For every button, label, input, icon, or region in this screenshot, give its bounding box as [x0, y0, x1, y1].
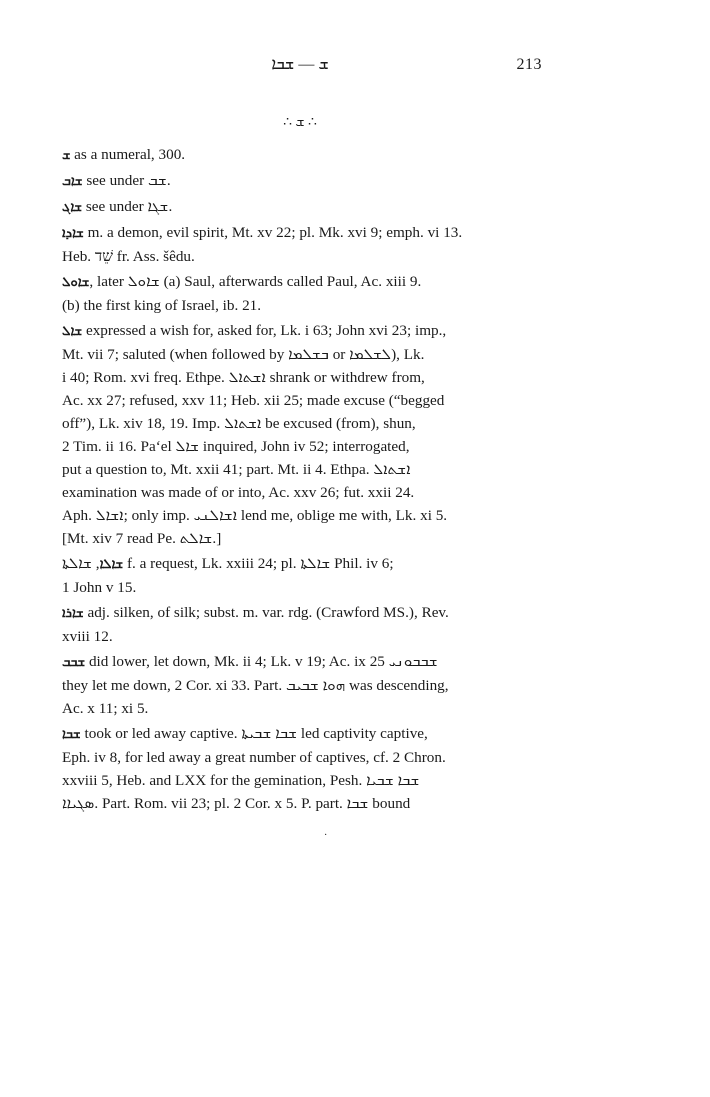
entry-line: see under ܫܓܐ.: [85, 198, 173, 215]
entry-headword: ܫܒܐ: [62, 727, 81, 742]
entry: [62, 601, 542, 648]
print-speck: ·: [324, 830, 328, 841]
entry-line: ܣܓܝܐܐ. Part. Rom. vii 23; pl. 2 Cor. x 5. P. part. ܫܒܐ bound: [62, 795, 411, 812]
entry: [62, 552, 542, 599]
entry-line: Heb. שֵׁד fr. Ass. šêdu.: [62, 248, 195, 265]
entry-line: see under ܫܒ.: [86, 172, 171, 189]
entry-line: i 40; Rom. xvi freq. Ethpe. ܐܫܬܐܠ shrank or withdrew from,: [62, 369, 425, 386]
entry-headword: ܫܐܓ: [62, 200, 83, 215]
entry: [62, 169, 542, 193]
entry-line: adj. silken, of silk; subst. m. var. rdg. (Crawford MS.), Rev.: [87, 604, 449, 621]
entry-line: , later ܫܐܘܠ (a) Saul, afterwards called Paul, Ac. xiii 9.: [89, 273, 422, 290]
entry: [62, 319, 542, 550]
entry-line: they let me down, 2 Cor. xi 33. Part. ܗܘܐ ܫܒܝܒ was descending,: [62, 677, 449, 694]
entry-line: 1 John v 15.: [62, 579, 137, 596]
entry-headword: ܫܒܒ: [62, 655, 86, 670]
entry-headword: ܫ: [62, 148, 71, 163]
entry-line: expressed a wish for, asked for, Lk. i 63; John xvi 23; imp.,: [85, 322, 447, 339]
entry-line: m. a demon, evil spirit, Mt. xv 22; pl. Mk. xvi 9; emph. vi 13.: [87, 224, 463, 241]
entry-line: [Mt. xiv 7 read Pe. ܫܐܠܬ.]: [62, 530, 222, 547]
entry-line: Ac. xx 27; refused, xxv 11; Heb. xii 25; made excuse (“begged: [62, 392, 445, 409]
entry-headword: ܫܐܘܠ: [62, 275, 90, 290]
entry-line: Ac. x 11; xi 5.: [62, 700, 149, 717]
entry-line: Eph. iv 8, for led away a great number of captives, cf. 2 Chron.: [62, 749, 446, 766]
entry-headword: ܫܐܠ: [62, 324, 83, 339]
page-header: [0, 56, 710, 80]
entry: [62, 650, 542, 720]
entry-line: examination was made of or into, Ac. xxv 26; fut. xxii 24.: [62, 484, 415, 501]
entry: [62, 143, 542, 167]
section-ornament: ∴ ܫ ∴: [283, 115, 317, 130]
entry-line: took or led away captive. ܫܒܐ ܫܒܝܬܐ led captivity captive,: [84, 725, 428, 742]
entry-headword: ܫܐܪܐ: [62, 606, 84, 621]
entry-line: Aph. ܐܫܐܠ; only imp. ܐܫܐܠܢܝ lend me, oblige me with, Lk. xi 5.: [62, 507, 448, 524]
page-number: 213: [516, 56, 542, 73]
entry-line: Mt. vii 7; saluted (when followed by ܒܫܠܡܐ or ܠܫܠܡܐ), Lk.: [62, 346, 425, 363]
entry-line: did lower, let down, Mk. ii 4; Lk. v 19; Ac. ix 25 ܫܒܒܘܢܝ: [88, 653, 438, 670]
entry-headword: ܫܐܒ: [62, 174, 83, 189]
entry-line: put a question to, Mt. xxii 41; part. Mt. ii 4. Ethpa. ܐܫܬܐܠ: [62, 461, 411, 478]
entry-headword: ܫܐܕܐ: [62, 226, 84, 241]
entry-line: xxviii 5, Heb. and LXX for the gemination, Pesh. ܫܒܐ ܫܒܝܐ: [62, 772, 420, 789]
entry: [62, 195, 542, 219]
entries-list: [62, 143, 542, 817]
entry: [62, 270, 542, 317]
entry-line: 2 Tim. ii 16. Pa‘el ܫܐܠ inquired, John iv 52; interrogated,: [62, 438, 410, 455]
running-head: ܫ — ܫܒܐ: [271, 56, 329, 73]
entry-line: (b) the first king of Israel, ib. 21.: [62, 297, 262, 314]
entry-line: , ܫܐܠܬܐ f. a request, Lk. xxiii 24; pl. ܫܐܠܬܐ Phil. iv 6;: [62, 555, 394, 572]
entry-line: off”), Lk. xiv 18, 19. Imp. ܐܫܬܐܠ be excused (from), shun,: [62, 415, 416, 432]
entry: [62, 722, 542, 815]
entry: [62, 221, 542, 268]
entry-line: as a numeral, 300.: [74, 146, 186, 163]
entry-line: xviii 12.: [62, 628, 113, 645]
entry-headword: ܫܐܠܐ: [99, 557, 124, 572]
